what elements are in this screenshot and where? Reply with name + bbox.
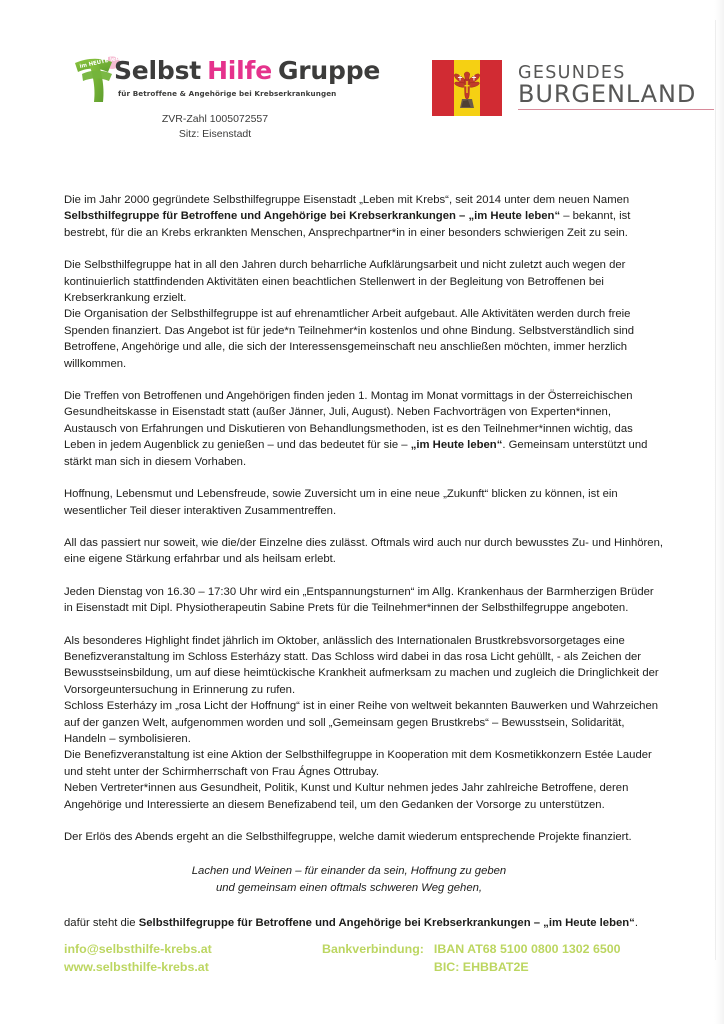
footer-bank-label: Bankverbindung: [322, 942, 424, 956]
paragraph-listening: All das passiert nur soweit, wie die/der Einzelne dies zulässt. Oftmals wird auch nur durch bewusstes Zu- und Hinhören, eine eigene Stärkung erfahrbar und als heilsam erlebt. [64, 536, 664, 566]
p4-text-after: . Gemeinsam unterstützt und stärkt man sich in diesem Vorhaben. [64, 439, 648, 468]
footer-contact-block [64, 940, 322, 976]
footer-bank-block [322, 940, 621, 976]
footer-email[interactable]: info@selbsthilfe-krebs.at [64, 942, 212, 956]
gesundes-burgenland-logo [432, 60, 714, 116]
scan-edge-line-artifact [715, 20, 716, 960]
quote-line-1: Lachen und Weinen – für einander da sein, Hoffnung zu geben [191, 865, 507, 878]
burgenland-line-burgenland: BURGENLAND [518, 80, 697, 109]
paragraph-hope: Hoffnung, Lebensmut und Lebensfreude, sowie Zuversicht um in eine neue „Zukunft“ blicken zu können, ist ein wesentlicher Teil dieser interaktiven Zusammentreffen. [64, 488, 618, 517]
burgenland-wordmark [518, 64, 714, 112]
paragraph-relaxation-class: Jeden Dienstag von 16.30 – 17:30 Uhr wird ein „Entspannungsturnen“ im Allg. Krankenhaus der Barmherzigen Brüder in Eisenstadt mit Dipl. Physiotherapeutin Sabine Prets für die Teilnehmer*innen der Selbsthilfegruppe angeboten. [64, 585, 654, 615]
footer-website[interactable]: www.selbsthilfe-krebs.at [64, 960, 209, 974]
closing-statement [64, 915, 664, 931]
logo-word-hilfe: Hilfe [207, 56, 272, 85]
paragraph-pink-light: Schloss Esterházy im „rosa Licht der Hoffnung“ ist in einer Reihe von weltweit bekannten Bauwerken und Wahrzeichen auf der ganzen Welt, aufgenommen worden und soll „Gemeinsam gegen Brustkrebs“ – Bewusstsein, Solidarität, Handeln – symbolisieren. [64, 700, 659, 745]
document-header [0, 0, 724, 150]
closing-org-name-bold: Selbsthilfegruppe für Betroffene und Angehörige bei Krebserkrankungen – „im Heute leben“ [138, 917, 635, 929]
p1-org-name-bold: Selbsthilfegruppe für Betroffene und Angehörige bei Krebserkrankungen – „im Heute leben“ [64, 210, 561, 223]
burgenland-rule [518, 109, 714, 110]
p1-text-before: Die im Jahr 2000 gegründete Selbsthilfegruppe Eisenstadt „Leben mit Krebs“, seit 2014 unter dem neuen Namen [64, 194, 630, 206]
footer-bic: BIC: EHBBAT2E [433, 960, 529, 974]
paragraph-intro [64, 192, 664, 241]
logo-tagline: für Betroffene & Angehörige bei Krebserkrankungen [118, 89, 337, 98]
p4-motto-bold: „im Heute leben“ [410, 439, 503, 452]
p4-text-before: Die Treffen von Betroffenen und Angehörigen finden jeden 1. Montag im Monat vormittags in der Österreichischen Gesundheitskasse in Eisenstadt statt (außer Jänner, Juli, August). Neben Fachvorträgen von Experten*innen, Austausch von Erfahrungen und Diskutieren von Behandlungsmethoden, ist es den Teilnehmer*innen wichtig, das Leben in jedem Augenblick zu genießen – und das bedeutet für sie – [64, 390, 633, 452]
footer-iban: IBAN AT68 5100 0800 1302 6500 [433, 942, 621, 956]
paragraph-cooperation: Die Benefizveranstaltung ist eine Aktion der Selbsthilfegruppe in Kooperation mit dem Kosmetikkonzern Estée Lauder und steht unter der Schirmherrschaft von Frau Ágnes Ottrubay. [64, 749, 652, 778]
footer-bank-values [434, 940, 621, 976]
paragraph-attendees: Neben Vertreter*innen aus Gesundheit, Politik, Kunst und Kultur nehmen jedes Jahr zahlreiche Betroffene, deren Angehörige und Interessierte an diesem Benefizabend teil, um den Gedanken der Vorsorge zu unterstützen. [64, 782, 629, 811]
closing-text-after: . [634, 917, 638, 929]
quote-line-2: und gemeinsam einen oftmals schweren Weg gehen, [215, 882, 483, 895]
closing-quote [64, 863, 664, 897]
svg-text:im HEUTE leben: im HEUTE leben [79, 54, 128, 70]
burgenland-coat-of-arms-icon [432, 60, 502, 116]
zvr-number: ZVR-Zahl 1005072557 [161, 113, 269, 125]
document-footer [64, 940, 664, 976]
logo-wordmark [114, 58, 380, 83]
selbsthilfegruppe-logo [72, 54, 381, 142]
organization-seat: Sitz: Eisenstadt [178, 128, 252, 141]
logo-registration-block [72, 112, 332, 142]
closing-text-before: dafür steht die [64, 917, 139, 929]
logo-word-selbst: Selbst [114, 56, 202, 85]
paragraph-meetings [64, 388, 664, 470]
logo-word-gruppe: Gruppe [277, 56, 381, 85]
paragraph-organisation: Die Organisation der Selbsthilfegruppe ist auf ehrenamtlicher Arbeit aufgebaut. Alle Aktivitäten werden durch freie Spenden finanziert. Das Angebot ist für jede*n Teilnehmer*in kostenlos und ohne Bindung. Selbstverständlich sind Betroffene, Angehörige und alle, die sich der Interessensgemeinschaft neu anschließen möchten, immer herzlich willkommen. [64, 308, 635, 370]
p1-text-after: – bekannt, ist bestrebt, für die an Krebs erkrankten Menschen, Ansprechpartner*in in einer besonders schwierigen Zeit zu sein. [64, 210, 631, 239]
document-body [64, 192, 664, 931]
scan-edge-artifact [714, 0, 724, 1024]
paragraph-benefit-event: Als besonderes Highlight findet jährlich im Oktober, anlässlich des Internationalen Brustkrebsvorsorgetages eine Benefizveranstaltung im Schloss Esterházy statt. Das Schloss wird dabei in das rosa Licht gehüllt, - als Zeichen der Bewusstseinsbildung, um auf diese heimtückische Krankheit aufmerksam zu machen und zugleich die Dringlichkeit der Vorsorgeuntersuchung in Erinnerung zu rufen. [64, 634, 659, 696]
paragraph-history: Die Selbsthilfegruppe hat in all den Jahren durch beharrliche Aufklärungsarbeit und nicht zuletzt auch wegen der kontinuierlich stattfindenden Aktivitäten einen beachtlichen Stellenwert in der Begleitung von Betroffenen bei Krebserkrankung erzielt. [64, 259, 626, 305]
logo-mark-row [72, 54, 381, 98]
burgenland-line-gesundes: GESUNDES [518, 62, 626, 83]
paragraph-proceeds: Der Erlös des Abends ergeht an die Selbsthilfegruppe, welche damit wiederum entsprechende Projekte finanziert. [64, 831, 632, 843]
